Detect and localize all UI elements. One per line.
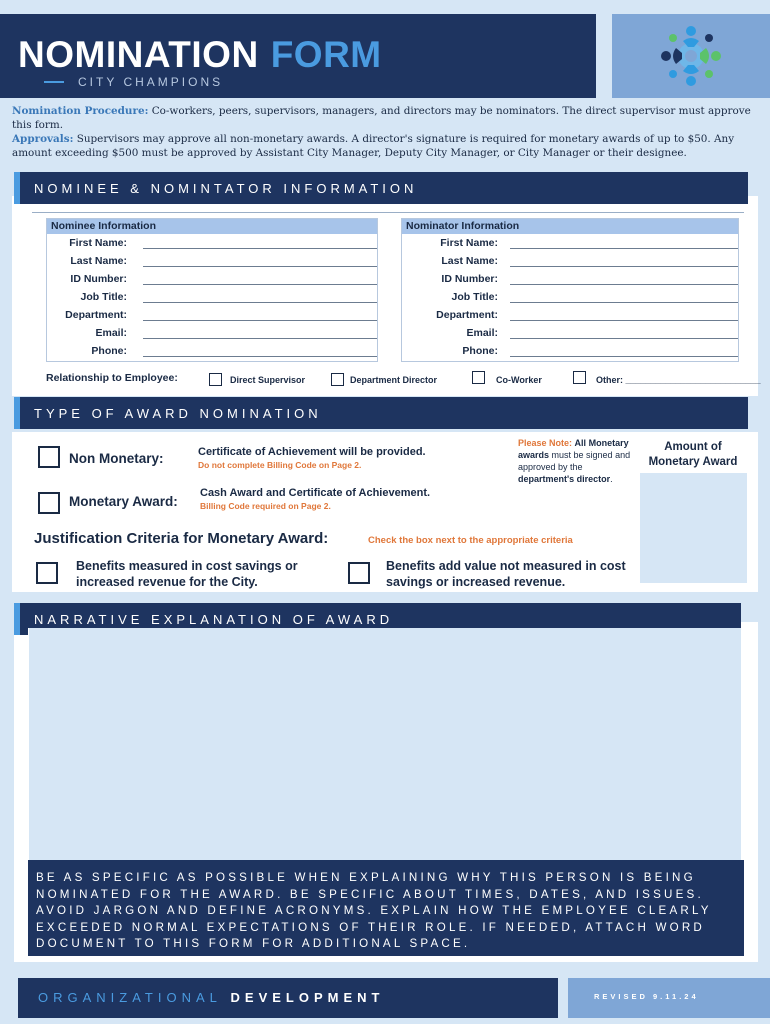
please-note-text: Please Note: All Monetary awards must be signed and approved by the department's director. [518,438,631,484]
nominee-id-field[interactable]: ID Number: [47,270,377,288]
non-monetary-note: Do not complete Billing Code on Page 2. [198,460,362,470]
criteria-cost-savings-label: Benefits measured in cost savings or increased revenue for the City. [76,559,298,589]
page-title: NOMINATION FORM [18,34,382,75]
nominator-job-title-field[interactable]: Job Title: [402,288,738,306]
nominator-email-field[interactable]: Email: [402,324,738,342]
nominee-last-name-field[interactable]: Last Name: [47,252,377,270]
nominee-email-field[interactable]: Email: [47,324,377,342]
co-worker-checkbox[interactable] [472,371,485,384]
amount-label: Amount of Monetary Award [648,441,738,468]
people-gear-icon [656,21,726,91]
monetary-award-note: Billing Code required on Page 2. [200,501,331,511]
other-checkbox[interactable] [573,371,586,384]
nominee-department-field[interactable]: Department: [47,306,377,324]
relationship-label: Relationship to Employee: [46,372,178,384]
non-monetary-label: Non Monetary: [69,451,164,466]
relationship-row [46,370,761,390]
section-header-narrative: NARRATIVE EXPLANATION OF AWARD [14,603,741,635]
direct-supervisor-label: Direct Supervisor [230,375,306,385]
nominator-id-field[interactable]: ID Number: [402,270,738,288]
logo [612,14,770,98]
nominator-phone-field[interactable]: Phone: [402,342,738,360]
nominee-panel [46,218,378,362]
divider [32,212,744,213]
monetary-award-label: Monetary Award: [69,494,178,509]
monetary-award-description: Cash Award and Certificate of Achievement. [200,487,431,499]
nominee-phone-field[interactable]: Phone: [47,342,377,360]
revision-date: REVISED 9.11.24 [594,992,699,1001]
department-director-checkbox[interactable] [331,373,344,386]
nominee-job-title-field[interactable]: Job Title: [47,288,377,306]
narrative-textarea[interactable] [28,628,742,860]
nominator-panel [401,218,739,362]
criteria-cost-savings-checkbox[interactable] [36,562,58,584]
section-header-info: NOMINEE & NOMINTATOR INFORMATION [14,172,748,204]
criteria-added-value-checkbox[interactable] [348,562,370,584]
nominee-panel-title: Nominee Information [47,219,377,234]
nominator-first-name-field[interactable]: First Name: [402,234,738,252]
justification-hint: Check the box next to the appropriate criteria [368,535,573,546]
co-worker-label: Co-Worker [496,375,542,385]
footer [0,976,770,1024]
page-subtitle: CITY CHAMPIONS [44,75,223,89]
narrative-instructions: BE AS SPECIFIC AS POSSIBLE WHEN EXPLAINING WHY THIS PERSON IS BEING NOMINATED FOR THE AWARD. BE SPECIFIC ABOUT TIMES, DATES, AND ISSUES. AVOID JARGON AND DEFINE ACRONYMS. EXPLAIN HOW THE EMPLOYEE CLEARLY EXCEEDED NORMAL EXPECTATIONS OF THEIR ROLE. IF NEEDED, ATTACH WORD DOCUMENT TO THIS FORM FOR ADDITIONAL SPACE. [28,860,744,956]
nominator-last-name-field[interactable]: Last Name: [402,252,738,270]
other-label[interactable]: Other: ___________________________ [596,375,761,385]
section-header-award: TYPE OF AWARD NOMINATION [14,397,748,429]
monetary-award-checkbox[interactable] [38,492,60,514]
nominator-department-field[interactable]: Department: [402,306,738,324]
nominator-panel-title: Nominator Information [402,219,738,234]
justification-title: Justification Criteria for Monetary Award: [34,530,329,547]
amount-input[interactable] [639,472,748,584]
direct-supervisor-checkbox[interactable] [209,373,222,386]
non-monetary-checkbox[interactable] [38,446,60,468]
non-monetary-description: Certificate of Achievement will be provided. [198,446,426,458]
nominee-first-name-field[interactable]: First Name: [47,234,377,252]
header-banner [0,14,596,98]
footer-org-name: ORGANIZATIONAL DEVELOPMENT [38,990,385,1005]
procedure-text: Nomination Procedure: Co-workers, peers, supervisors, managers, and directors may be nominators. The direct supervisor must approve this form. Approvals: Supervisors may approve all non-monetary awards. A director's signature is required for monetary awards of up to $50. Any amount exceeding $500 must be approved by Assistant City Manager, Deputy City Manager, or City Manager or their designee. [12,105,751,159]
department-director-label: Department Director [350,375,438,385]
criteria-added-value-label: Benefits add value not measured in cost savings or increased revenue. [386,559,626,589]
